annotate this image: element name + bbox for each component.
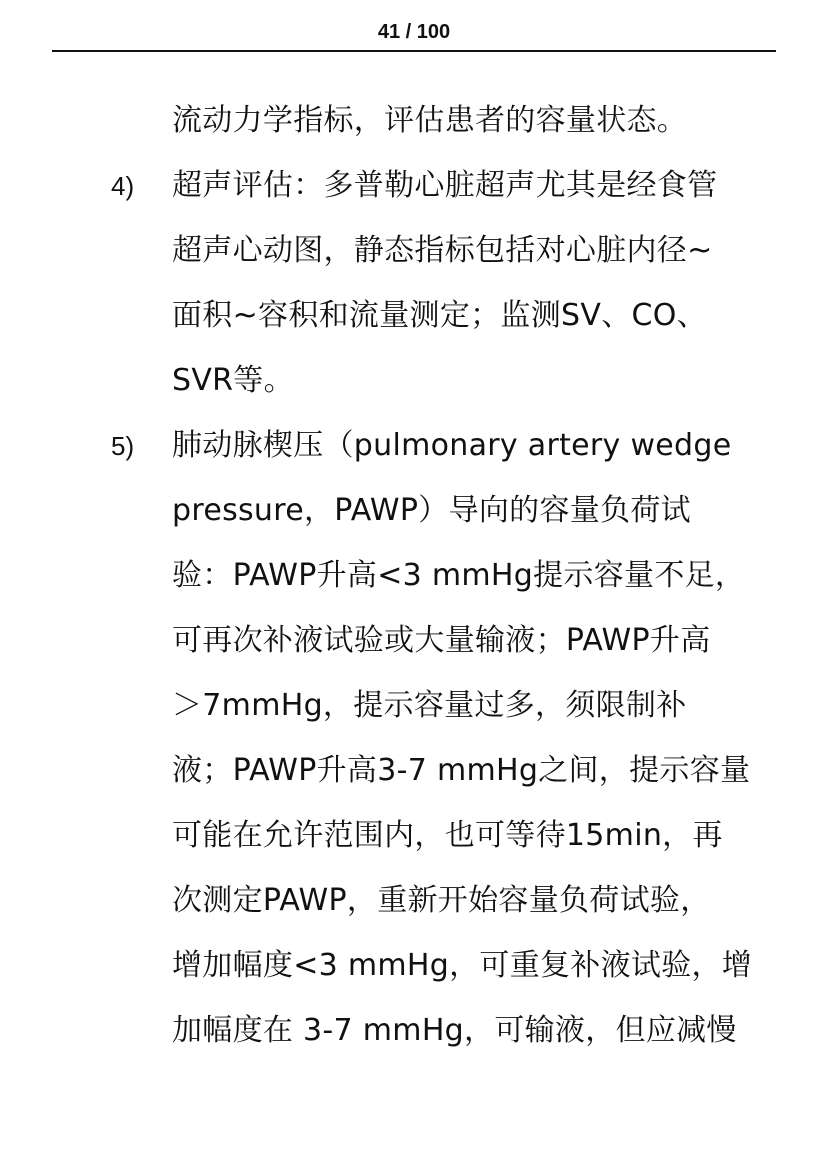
paragraph-line: 次测定PAWP，重新开始容量负荷试验， bbox=[172, 883, 711, 918]
paragraph-line: 超声心动图，静态指标包括对心脏内径~ bbox=[172, 233, 713, 268]
paragraph-line: 可再次补液试验或大量输液；PAWP升高 bbox=[172, 623, 711, 658]
paragraph-line: ＞7mmHg，提示容量过多，须限制补 bbox=[172, 688, 687, 723]
page-header bbox=[52, 14, 776, 52]
paragraph-line: SVR等。 bbox=[172, 363, 294, 398]
paragraph-line: 增加幅度<3 mmHg，可重复补液试验，增 bbox=[172, 948, 753, 983]
paragraph-line: 面积~容积和流量测定；监测SV、CO、 bbox=[172, 298, 707, 333]
paragraph-line: 超声评估：多普勒心脏超声尤其是经食管 bbox=[172, 168, 718, 203]
paragraph-line: 流动力学指标，评估患者的容量状态。 bbox=[172, 103, 688, 138]
paragraph-line: 加幅度在 3-7 mmHg，可输液，但应减慢 bbox=[172, 1013, 737, 1048]
paragraph-line: 可能在允许范围内，也可等待15min，再 bbox=[172, 818, 723, 853]
list-marker-4: 4) bbox=[111, 171, 135, 201]
paragraph-line: 肺动脉楔压（pulmonary artery wedge bbox=[172, 428, 732, 463]
list-marker-5: 5) bbox=[111, 431, 135, 461]
paragraph-line: pressure，PAWP）导向的容量负荷试 bbox=[172, 493, 691, 528]
paragraph-line: 验：PAWP升高<3 mmHg提示容量不足， bbox=[172, 558, 746, 593]
paragraph-line: 液；PAWP升高3-7 mmHg之间，提示容量 bbox=[172, 753, 751, 788]
page-number: 41 / 100 bbox=[377, 21, 451, 43]
